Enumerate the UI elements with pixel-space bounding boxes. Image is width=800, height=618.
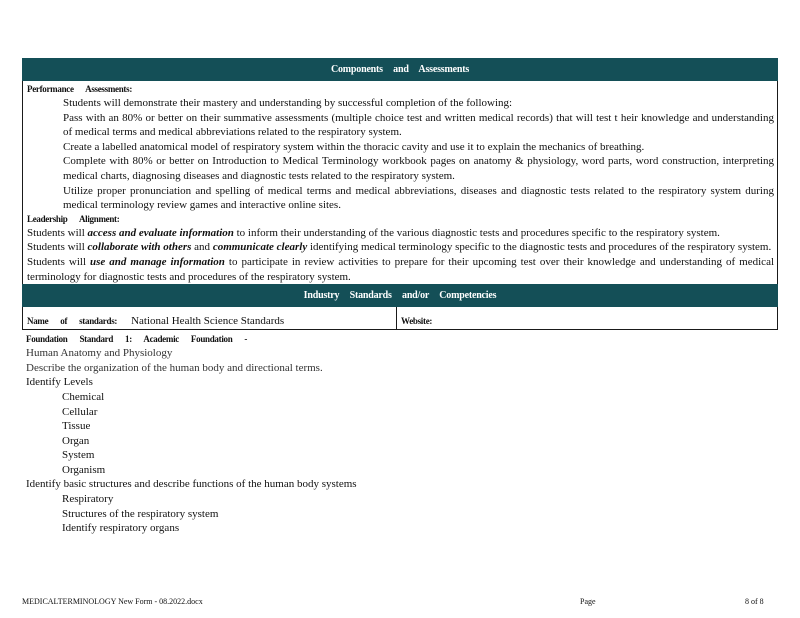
industry-standards-header: Industry Standards and/or Competencies: [22, 284, 778, 307]
footer-filename: MEDICALTERMINOLOGY New Form - 08.2022.docx: [22, 597, 203, 606]
performance-list: [27, 96, 774, 213]
list-item: Pass with an 80% or better on their summative assessments (multiple choice test and written medical records) that will test t heir knowledge and understanding of medical terms and medical abbreviations related to the respiratory system.: [63, 111, 774, 139]
components-section: [22, 81, 778, 284]
list-item: Respiratory: [62, 493, 114, 506]
identify-levels-line: Identify Levels: [26, 376, 93, 389]
document-page: [22, 58, 778, 568]
name-of-standards-cell: [23, 307, 397, 329]
describe-line: Describe the organization of the human body and directional terms.: [26, 361, 323, 374]
list-item: System: [62, 449, 95, 462]
list-item: Students will demonstrate their mastery and understanding by successful completion of the following:: [63, 97, 513, 109]
list-item: Cellular: [62, 405, 98, 418]
standards-body: [22, 333, 778, 536]
list-item: Utilize proper pronunciation and spelling of medical terms and medical abbreviations, diseases and diagnostic tests related to the respiratory system during medical terminology review games and interactive online sites.: [63, 184, 774, 212]
structures-list: [26, 492, 778, 536]
name-of-standards-label: Name of standards:: [27, 316, 118, 327]
footer-page-number: 8 of 8: [745, 597, 764, 606]
foundation-label: Foundation Standard 1: Academic Foundation -: [26, 334, 248, 345]
subject-line: Human Anatomy and Physiology: [26, 347, 173, 360]
list-item: Organ: [62, 434, 90, 447]
leadership-label: Leadership Alignment:: [27, 213, 120, 224]
footer-page-label: Page: [580, 597, 596, 606]
leadership-paragraph: Students will access and evaluate information to inform their understanding of the various diagnostic tests and procedures specific to the respiratory system.: [27, 226, 720, 239]
list-item: Create a labelled anatomical model of respiratory system within the thoracic cavity and use it to explain the mechanics of breathing.: [63, 140, 645, 153]
list-item: Complete with 80% or better on Introduction to Medical Terminology workbook pages on anatomy & physiology, word parts, word construction, interpreting medical charts, diagnosing diseases and diagnostic tests related to the respiratory system.: [63, 155, 774, 182]
list-item: Tissue: [62, 420, 91, 433]
website-cell: [397, 307, 777, 329]
standards-row: [22, 307, 778, 330]
name-of-standards-value: National Health Science Standards: [131, 315, 285, 328]
website-label: Website:: [401, 316, 433, 327]
levels-list: [26, 390, 778, 478]
list-item: Identify respiratory organs: [62, 522, 180, 535]
performance-label: Performance Assessments:: [27, 84, 133, 94]
list-item: Structures of the respiratory system: [62, 507, 219, 520]
leadership-paragraph: Students will collaborate with others and communicate clearly identifying medical terminology specific to the diagnostic tests and procedures of the respiratory system.: [27, 241, 772, 254]
leadership-paragraph: Students will use and manage information to participate in review activities to prepare for their upcoming test over their knowledge and understanding of medical terminology for diagnostic tests and procedures of the respiratory system.: [27, 255, 775, 283]
identify-structures-line: Identify basic structures and describe functions of the human body systems: [26, 478, 357, 491]
components-header: Components and Assessments: [22, 58, 778, 81]
list-item: Organism: [62, 463, 106, 476]
list-item: Chemical: [62, 390, 105, 403]
